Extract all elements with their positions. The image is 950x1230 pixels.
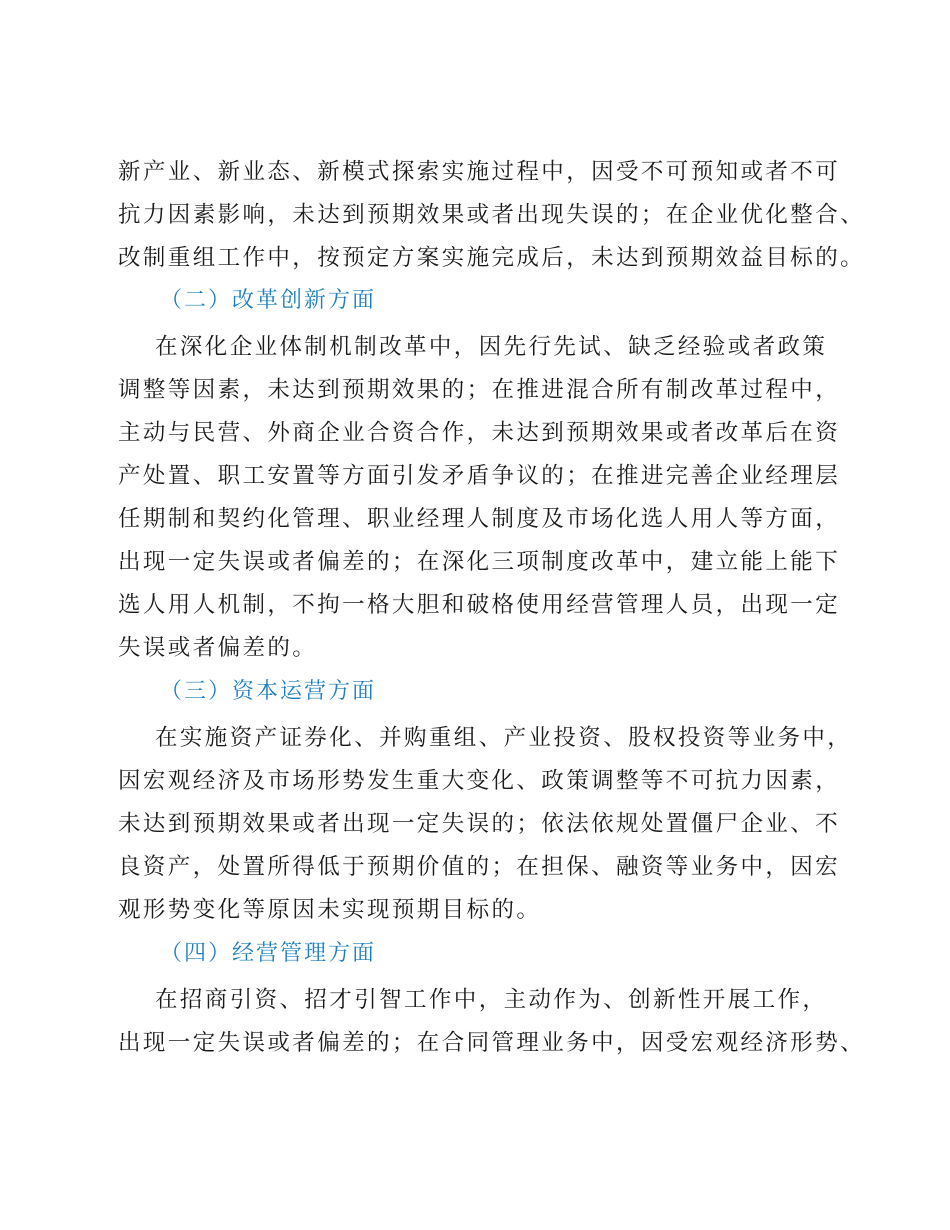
body-text-line: 主动与民营、外商企业合资合作，未达到预期效果或者改革后在资 [118,420,841,446]
body-text-line: 失误或者偏差的。 [118,635,318,661]
body-text-line: 新产业、新业态、新模式探索实施过程中，因受不可预知或者不可 [118,159,841,185]
section-heading: （四）经营管理方面 [160,941,377,966]
body-text-line: 抗力因素影响，未达到预期效果或者出现失误的；在企业优化整合、 [118,202,866,228]
body-text-line: 出现一定失误或者偏差的；在深化三项制度改革中，建立能上能下 [118,549,841,575]
body-text-line: 未达到预期效果或者出现一定失误的；依法依规处置僵尸企业、不 [118,811,841,837]
section-heading: （二）改革创新方面 [160,288,377,313]
body-text-line: 改制重组工作中，按预定方案实施完成后，未达到预期效益目标的。 [118,245,866,271]
body-text-line: 观形势变化等原因未实现预期目标的。 [118,897,542,923]
paragraph-first-line: 在深化企业体制机制改革中，因先行先试、缺乏经验或者政策 [155,334,828,360]
body-text-line: 任期制和契约化管理、职业经理人制度及市场化选人用人等方面， [118,506,841,532]
body-text-line: 产处置、职工安置等方面引发矛盾争议的；在推进完善企业经理层 [118,463,841,489]
body-text-line: 调整等因素，未达到预期效果的；在推进混合所有制改革过程中， [118,377,841,403]
body-text-line: 因宏观经济及市场形势发生重大变化、政策调整等不可抗力因素， [118,768,841,794]
paragraph-first-line: 在实施资产证券化、并购重组、产业投资、股权投资等业务中， [155,725,853,751]
paragraph-first-line: 在招商引资、招才引智工作中，主动作为、创新性开展工作， [155,987,828,1013]
body-text-line: 选人用人机制，不拘一格大胆和破格使用经营管理人员，出现一定 [118,592,841,618]
body-text-line: 出现一定失误或者偏差的；在合同管理业务中，因受宏观经济形势、 [118,1030,866,1056]
body-text-line: 良资产，处置所得低于预期价值的；在担保、融资等业务中，因宏 [118,854,841,880]
section-heading: （三）资本运营方面 [160,679,377,704]
